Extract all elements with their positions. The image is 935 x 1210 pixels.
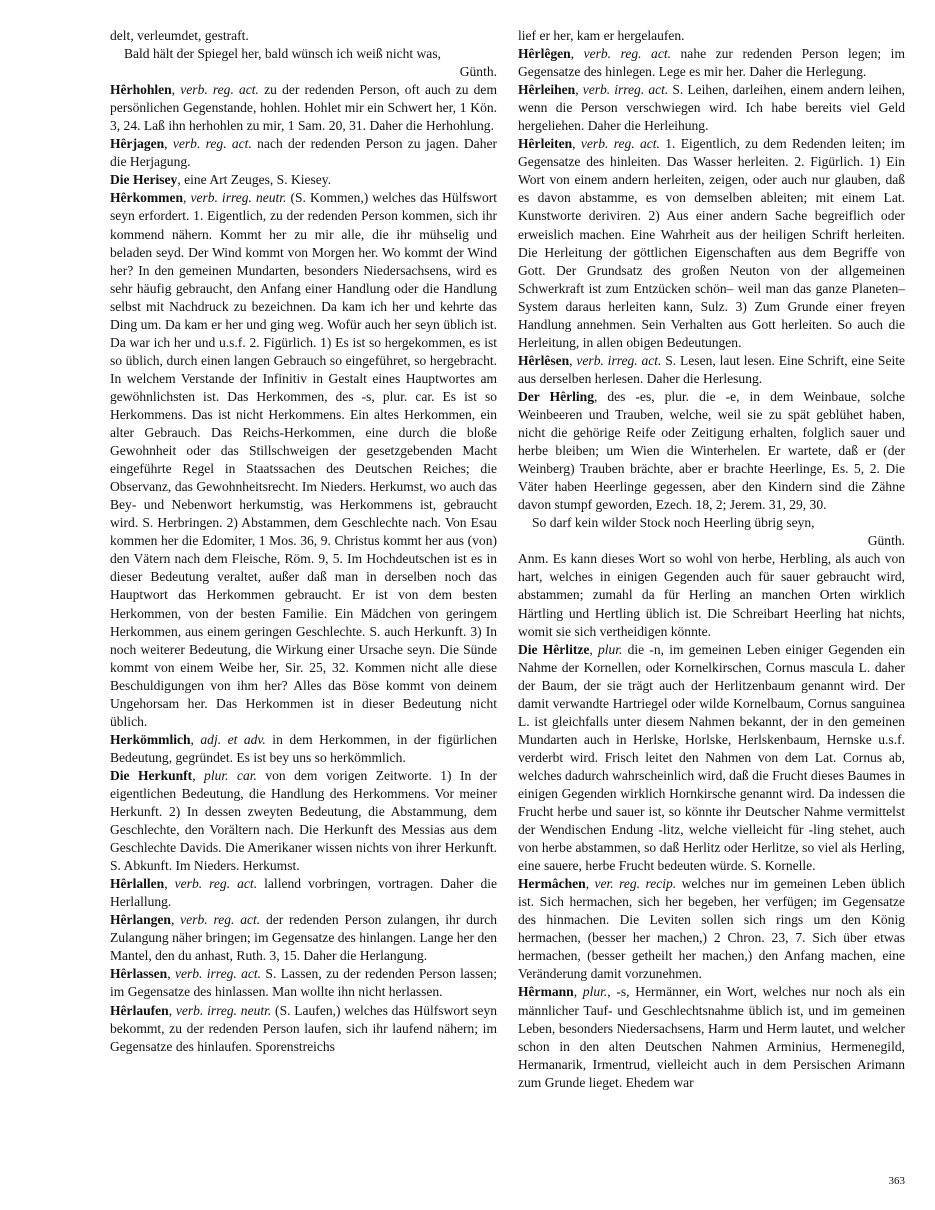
- dictionary-entry: Hêrjagen, verb. reg. act. nach der redenden Person zu jagen. Daher die Herjagung.: [110, 136, 497, 170]
- entry-headword: Hêrleihen: [518, 82, 576, 98]
- grammar-label: ver. reg. recip.: [594, 876, 677, 892]
- entry-text: S. Lassen, zu der redenden Person lassen; im Gegensatze des hinlassen. Man wollte ihn nicht herlassen.: [110, 966, 497, 1000]
- grammar-label: verb. irreg. neutr.: [175, 1002, 272, 1018]
- entry-headword: Hêrlêgen: [518, 46, 571, 62]
- grammar-label: verb. reg. act.: [580, 136, 660, 152]
- entry-headword: Hêrlaufen: [110, 1002, 169, 1018]
- dictionary-entry: [110, 171, 497, 189]
- page-number: 363: [888, 1175, 905, 1187]
- entry-text: , des -es, plur. die -e, in dem Weinbaue, solche Weinbeeren und Trauben, welche, weil sie zu spät geblühet haben, nicht die gehörige Reife oder Zeitigung erhalten, folglich sauer und herbe bleiben; um Wien die Winterhelen. Er wartete, daß er (der Weinberg) Trauben brächte, aber er brachte Heerlinge, Es. 5, 2. Die Väter haben Heerlinge gegessen, aber den Kindern sind die Zähne davon stumpf geworden, Ezech. 18, 2; Jerem. 31, 29, 30.: [518, 388, 905, 513]
- entry-text: nach der redenden Person zu jagen. Daher die Herjagung.: [110, 136, 497, 170]
- entry-headword: Die Hêrlitze: [518, 641, 590, 657]
- grammar-label: verb. irreg. neutr.: [190, 190, 287, 206]
- entry-headword: Die Herkunft: [110, 767, 193, 783]
- entry-text: (S. Kommen,) welches das Hülfswort seyn erfordert. 1. Eigentlich, zu der redenden Person kommen, sich ihr kommend nähern. Kommt her zu mir alle, die ihr mühselig und beladen seyd. Der Wind kommt von Morgen her. Wo kommt der Wind her? In den gemeinen Mundarten, besonders Niedersachsens, wird es sehr häufig gebraucht, den Anfang einer Handlung oder die Handlung selbst mit Nachdruck zu bezeichnen. Da kam ich her und kehrte das Ding um. Da kam er her und ging weg. Wofür auch her seyn üblich ist. Da war ich her und u.s.f. 2. Figürlich. 1) Es ist so hergekommen, es ist so üblich, durch einen langen Gebrauch so eingeführet, so hergebracht. In welchem Verstande der Infinitiv in Gestalt eines Hauptwortes am gewöhnlichsten ist. Das Herkommen, des -s, plur. car. Es ist so Herkommens. Das ist nicht Herkommens. Ein altes Herkommen, ein alter Gebrauch. Das Reichs-Herkommen, eine durch die bloße Gewohnheit oder das Stillschweigen der gesetzgebenden Macht eingeführte Regel in Staatssachen des Deutschen Reiches; die Observanz, das Gewohnheitsrecht. Im Nieders. Herkumst, wo auch das Bey- und Nebenwort herkumstig, was Herkommens ist, gebraucht wird. S. Herbringen. 2) Abstammen, dem Geschlechte nach. Von Esau kommen her die Edomiter, 1 Mos. 36, 9. Christus kommt her aus (von) den Vätern nach dem Fleische, Röm. 9, 5. Im Hochdeutschen ist es in dieser Bedeutung veraltet, außer daß man in derselben noch das Hauptwort das Herkommen gebraucht. Er ist von dem besten Herkommen, von der besten Familie. Ein Mädchen von geringem Herkommen, aus einem geringen Geschlechte. S. auch Herkunft. 3) In noch weiterer Bedeutung, die Wirkung einer Ursache seyn. Die Sünde kommt von einem Weibe her, Sir. 25, 32. Kommen nicht alle diese Beschuldigungen von ihm her? Alles das Böse kommt von deinem Ungehorsam her. Das Herkommen ist in dieser Bedeutung nicht üblich.: [110, 190, 497, 729]
- entry-headword: Die Herisey: [110, 172, 178, 188]
- dictionary-entry: Die Hêrlitze, plur. die -n, im gemeinen Leben einiger Gegenden ein Nahme der Kornellen, oder Kornelkirschen, Cornus mascula L. daher der Baum, der sie trägt auch der Herlitzenbaum genannt wird. Der damit verwandte Hartriegel oder wilde Kornelbaum, Cornus sanguinea L. ist gleichfalls unter diesem Nahmen bekannt, der in den gemeinen Mundarten auch in Herlske, Horlske, Herlskenbaum, Hernske u.s.f. verderbt wird. Frisch leitet den Nahmen von dem Lat. Cornus ab, welches dadurch wahrscheinlich wird, daß die Frucht dieses Baumes in einigen Gegenden wirklich Hornkirsche genannt wird. Da indessen die Frucht herbe und sauer ist, so könnte ihr Deutscher Nahme vermittelst der Wendischen Endung -litz, welche vielleicht für -ling stehet, auch von herbe abstammen, so daß Herlitz oder Herlitze, so viel als Herling, eine sauere, herbe Frucht bedeuten würde. S. Kornelle.: [518, 641, 905, 874]
- dictionary-entry: Hêrkommen, verb. irreg. neutr. (S. Kommen,) welches das Hülfswort seyn erfordert. 1. Eigentlich, zu der redenden Person kommen, sich ihr kommend nähern. Kommt her zu mir alle, die ihr mühselig und beladen seyd. Der Wind kommt von Morgen her. Wo kommt der Wind her? In den gemeinen Mundarten, besonders Niedersachsens, wird es sehr häufig gebraucht, den Anfang einer Handlung oder die Handlung selbst mit Nachdruck zu bezeichnen. Da kam ich her und kehrte das Ding um. Da kam er her und ging weg. Wofür auch her seyn üblich ist. Da war ich her und u.s.f. 2. Figürlich. 1) Es ist so hergekommen, es ist so üblich, durch einen langen Gebrauch so eingeführet, so hergebracht. In welchem Verstande der Infinitiv in Gestalt eines Hauptwortes am gewöhnlichsten ist. Das Herkommen, des -s, plur. car. Es ist so Herkommens. Das ist nicht Herkommens. Ein altes Herkommen, ein alter Gebrauch. Das Reichs-Herkommen, eine durch die bloße Gewohnheit oder das Stillschweigen der gesetzgebenden Macht eingeführte Regel in Staatssachen des Deutschen Reiches; die Observanz, das Gewohnheitsrecht. Im Nieders. Herkumst, wo auch das Bey- und Nebenwort herkumstig, was Herkommens ist, gebraucht wird. S. Herbringen. 2) Abstammen, dem Geschlechte nach. Von Esau kommen her die Edomiter, 1 Mos. 36, 9. Christus kommt her aus (von) den Vätern nach dem Fleische, Röm. 9, 5. Im Hochdeutschen ist es in dieser Bedeutung veraltet, außer daß man in derselben noch das Hauptwort das Herkommen gebraucht. Er ist von dem besten Herkommen, von der besten Familie. Ein Mädchen von geringem Herkommen, aus einem geringen Geschlechte. S. auch Herkunft. 3) In noch weiterer Bedeutung, die Wirkung einer Ursache seyn. Die Sünde kommt von einem Weibe her, Sir. 25, 32. Kommen nicht alle diese Beschuldigungen von ihm her? Alles das Böse kommt von deinem Ungehorsam her. Das Herkommen ist in dieser Bedeutung nicht üblich.: [110, 190, 497, 729]
- dictionary-entry: Hêrhohlen, verb. reg. act. zu der redenden Person, oft auch zu dem persönlichen Gegenstande, hohlen. Hohlet mir ein Schwert her, 1 Kön. 3, 24. Laß ihn herhohlen zu mir, 1 Sam. 20, 31. Daher die Herhohlung.: [110, 82, 497, 134]
- entry-text: S. Lesen, laut lesen. Eine Schrift, eine Seite aus derselben herlesen. Daher die Herlesung.: [518, 352, 905, 386]
- entry-text: lief er her, kam er hergelaufen.: [518, 28, 685, 43]
- entry-text: in dem Herkommen, in der figürlichen Bedeutung, gegründet. Es ist bey uns so herkömmlich.: [110, 731, 497, 765]
- entry-text: der redenden Person zulangen, ihr durch Zulangung näher bringen; im Gegensatze des hinlangen. Lange her den Mantel, den du anhast, Ruth. 3, 15. Daher die Herlangung.: [110, 912, 497, 964]
- grammar-label: plur.: [597, 641, 623, 657]
- quote-attribution: [110, 63, 497, 81]
- entry-text: , eine Art Zeuges, S. Kiesey.: [177, 172, 332, 188]
- entry-text: Bald hält der Spiegel her, bald wünsch ich weiß nicht was,: [124, 46, 441, 62]
- dictionary-entry: [518, 388, 905, 514]
- entry-text: Günth.: [867, 533, 905, 549]
- entry-headword: Hêrlallen: [110, 876, 165, 892]
- entry-text: lallend vorbringen, vortragen. Daher die Herlallung.: [110, 876, 497, 910]
- entry-headword: Hêrhohlen: [110, 82, 172, 98]
- entry-headword: Hêrlangen: [110, 912, 171, 928]
- grammar-label: verb. irreg. act.: [174, 966, 262, 982]
- dictionary-entry: Hêrlêsen, verb. irreg. act. S. Lesen, laut lesen. Eine Schrift, eine Seite aus derselben herlesen. Daher die Herlesung.: [518, 352, 905, 386]
- text-paragraph: [518, 27, 905, 45]
- grammar-label: verb. irreg. act.: [576, 352, 662, 368]
- entry-text: welches nur im gemeinen Leben üblich ist. Sich hermachen, sich her begeben, her verfügen; im Gegensatze des hinmachen. Die Leviten sollen sich rings um den König hermachen, (besser her machen,) 2 Chron. 23, 7. Sich über etwas hermachen, (besser getheilt her machen,) den Anfang machen, eine Veränderung damit vorzunehmen.: [518, 876, 905, 982]
- dictionary-entry: Hermâchen, ver. reg. recip. welches nur im gemeinen Leben üblich ist. Sich hermachen, sich her begeben, her verfügen; im Gegensatze des hinmachen. Die Leviten sollen sich rings um den König hermachen, (besser her machen,) 2 Chron. 23, 7. Sich über etwas hermachen, (besser getheilt her machen,) den Anfang machen, eine Veränderung damit vorzunehmen.: [518, 876, 905, 982]
- entry-text: delt, verleumdet, gestraft.: [110, 28, 249, 43]
- entry-headword: Hêrlêsen: [518, 352, 570, 368]
- dictionary-entry: Hêrmann, plur., -s, Hermänner, ein Wort, welches nur noch als ein männlicher Tauf- und Geschlechtsnahme üblich ist, und im gemeinen Leben, besonders Niedersachsens, Harm und Herm lautet, und welcher schon in den alten Deutschen Nahmen Arminius, Hermenegild, Hermanarik, Irmentrud, vielleicht auch in dem Persischen Arimann zum Grunde lieget. Ehedem war: [518, 984, 905, 1090]
- dictionary-entry: Hêrleiten, verb. reg. act. 1. Eigentlich, zu dem Redenden leiten; im Gegensatze des hinleiten. Das Wasser herleiten. 2. Figürlich. 1) Ein Wort von einem andern herleiten, zeigen, oder auch nur glauben, daß es davon abstamme, es von demselben ableiten; mit einem Lat. Kunstworte deriviren. 2) Aus einer andern Sache begreiflich oder erweislich machen. Eine Wahrheit aus der heiligen Schrift herleiten. Die Herleitung der göttlichen Eigenschaften aus dem Begriffe von Gott. Der Grundsatz des großen Neuton von der allgemeinen Schwerkraft ist zum Entzücken schön– weil man das ganze Planeten– System daraus herleiten kann, Sulz. 3) Zum Grunde einer freyen Handlung annehmen. Sein Verhalten aus Gott herleiten. So auch die Herleitung, in allen obigen Bedeutungen.: [518, 136, 905, 350]
- quote-attribution: [518, 532, 905, 550]
- dictionary-entry: Hêrlassen, verb. irreg. act. S. Lassen, zu der redenden Person lassen; im Gegensatze des hinlassen. Man wollte ihn nicht herlassen.: [110, 966, 497, 1000]
- text-paragraph: [110, 27, 497, 45]
- dictionary-entry: Hêrleihen, verb. irreg. act. S. Leihen, darleihen, einem andern leihen, wenn die Person verschwiegen wird. Ich habe bereits viel Geld hergeliehen. Daher die Herleihung.: [518, 82, 906, 134]
- grammar-label: verb. reg. act.: [172, 136, 252, 152]
- entry-headword: Hêrlassen: [110, 966, 168, 982]
- entry-headword: Hêrjagen: [110, 136, 165, 152]
- text-paragraph: [110, 45, 497, 63]
- entry-text: , -s, Hermänner, ein Wort, welches nur noch als ein männlicher Tauf- und Geschlechtsnahme üblich ist, und im gemeinen Leben, besonders Niedersachsens, Harm und Herm lautet, und welcher schon in den alten Deutschen Nahmen Arminius, Hermenegild, Hermanarik, Irmentrud, vielleicht auch in dem Persischen Arimann zum Grunde lieget. Ehedem war: [518, 984, 905, 1090]
- entry-text: die -n, im gemeinen Leben einiger Gegenden ein Nahme der Kornellen, oder Kornelkirschen, Cornus mascula L. daher der Baum, der sie trägt auch der Herlitzenbaum genannt wird. Der damit verwandte Hartriegel oder wilde Kornelbaum, Cornus sanguinea L. ist gleichfalls unter diesem Nahmen bekannt, der in den gemeinen Mundarten auch in Herlske, Horlske, Herlskenbaum, Hernske u.s.f. verderbt wird. Frisch leitet den Nahmen von dem Lat. Cornus ab, welches dadurch wahrscheinlich wird, daß die Frucht dieses Baumes in einigen Gegenden wirklich Hornkirsche genannt wird. Da indessen die Frucht herbe und sauer ist, so könnte ihr Deutscher Nahme vermittelst der Wendischen Endung -litz, welche vielleicht für -ling stehet, auch von herbe abstammen, so daß Herlitz oder Herlitze, so viel als Herling, eine sauere, herbe Frucht bedeuten würde. S. Kornelle.: [518, 641, 905, 874]
- dictionary-entry: Hêrlaufen, verb. irreg. neutr. (S. Laufen,) welches das Hülfswort seyn bekommt, zu der redenden Person laufen, sich ihr laufend nähern; im Gegensatze des hinlaufen. Sporenstreichs: [110, 1002, 497, 1054]
- entry-headword: Hêrleiten: [518, 136, 573, 152]
- dictionary-entry: Hêrlêgen, verb. reg. act. nahe zur redenden Person legen; im Gegensatze des hinlegen. Lege es mir her. Daher die Herlegung.: [518, 46, 905, 80]
- text-paragraph: [518, 514, 905, 532]
- grammar-label: verb. irreg. act.: [582, 82, 669, 98]
- dictionary-entry: Hêrlangen, verb. reg. act. der redenden Person zulangen, ihr durch Zulangung näher bringen; im Gegensatze des hinlangen. Lange her den Mantel, den du anhast, Ruth. 3, 15. Daher die Herlangung.: [110, 912, 497, 964]
- entry-text: von dem vorigen Zeitworte. 1) In der eigentlichen Bedeutung, die Handlung des Herkommens. Vor meiner Herkunft. 2) In dessen zweyten Bedeutung, die Abstammung, dem Geschlechte, den Vorältern nach. Die Herkunft des Messias aus dem Geschlechte Davids. Die Amerikaner wissen nichts von ihrer Herkunft. S. Abkunft. Im Nieders. Herkumst.: [110, 767, 497, 874]
- entry-text: zu der redenden Person, oft auch zu dem persönlichen Gegenstande, hohlen. Hohlet mir ein Schwert her, 1 Kön. 3, 24. Laß ihn herhohlen zu mir, 1 Sam. 20, 31. Daher die Herhohlung.: [110, 82, 497, 134]
- entry-headword: Der Hêrling: [518, 388, 594, 404]
- text-paragraph: [518, 550, 905, 640]
- entry-headword: Hermâchen: [518, 876, 586, 892]
- entry-headword: Hêrmann: [518, 984, 574, 1000]
- entry-text: 1. Eigentlich, zu dem Redenden leiten; im Gegensatze des hinleiten. Das Wasser herleiten. 2. Figürlich. 1) Ein Wort von einem andern herleiten, zeigen, oder auch nur glauben, daß es davon abstamme, es von demselben ableiten; mit einem Lat. Kunstworte deriviren. 2) Aus einer andern Sache begreiflich oder erweislich machen. Eine Wahrheit aus der heiligen Schrift herleiten. Die Herleitung der göttlichen Eigenschaften aus dem Begriffe von Gott. Der Grundsatz des großen Neuton von der allgemeinen Schwerkraft ist zum Entzücken schön– weil man das ganze Planeten– System daraus herleiten kann, Sulz. 3) Zum Grunde einer freyen Handlung annehmen. Sein Verhalten aus Gott herleiten. So auch die Herleitung, in allen obigen Bedeutungen.: [518, 136, 905, 350]
- entry-text: S. Leihen, darleihen, einem andern leihen, wenn die Person verschwiegen wird. Ich habe bereits viel Geld hergeliehen. Daher die Herleihung.: [518, 82, 906, 134]
- dictionary-entry: Hêrlallen, verb. reg. act. lallend vorbringen, vortragen. Daher die Herlallung.: [110, 876, 497, 910]
- grammar-label: verb. reg. act.: [174, 876, 258, 892]
- grammar-label: plur. car.: [204, 767, 257, 783]
- entry-text: (S. Laufen,) welches das Hülfswort seyn bekommt, zu der redenden Person laufen, sich ihr laufend nähern; im Gegensatze des hinlaufen. Sporenstreichs: [110, 1002, 497, 1054]
- grammar-label: adj. et adv.: [200, 731, 266, 747]
- dictionary-entry: Herkömmlich, adj. et adv. in dem Herkommen, in der figürlichen Bedeutung, gegründet. Es ist bey uns so herkömmlich.: [110, 731, 497, 765]
- entry-headword: Herkömmlich: [110, 731, 191, 747]
- right-column: [518, 27, 905, 1092]
- left-column: [110, 27, 497, 1056]
- entry-text: Anm. Es kann dieses Wort so wohl von herbe, Herbling, als auch von hart, welches in einigen Gegenden auch für sauer gebraucht wird, abstammen; zumahl da für Herling an manchen Orten wirklich Härtling und Hertling üblich ist. Die Schreibart Heerling hat nichts, womit sie sich vertheidigen könnte.: [518, 551, 905, 639]
- dictionary-entry: Die Herkunft, plur. car. von dem vorigen Zeitworte. 1) In der eigentlichen Bedeutung, die Handlung des Herkommens. Vor meiner Herkunft. 2) In dessen zweyten Bedeutung, die Abstammung, dem Geschlechte, den Vorältern nach. Die Herkunft des Messias aus dem Geschlechte Davids. Die Amerikaner wissen nichts von ihrer Herkunft. S. Abkunft. Im Nieders. Herkumst.: [110, 767, 497, 874]
- entry-text: nahe zur redenden Person legen; im Gegensatze des hinlegen. Lege es mir her. Daher die Herlegung.: [518, 46, 905, 80]
- entry-text: So darf kein wilder Stock noch Heerling übrig seyn,: [532, 515, 815, 531]
- grammar-label: plur.: [582, 984, 608, 1000]
- grammar-label: verb. reg. act.: [180, 912, 261, 928]
- entry-headword: Hêrkommen: [110, 190, 183, 206]
- entry-text: Günth.: [459, 64, 497, 80]
- grammar-label: verb. reg. act.: [583, 46, 671, 62]
- grammar-label: verb. reg. act.: [180, 82, 259, 98]
